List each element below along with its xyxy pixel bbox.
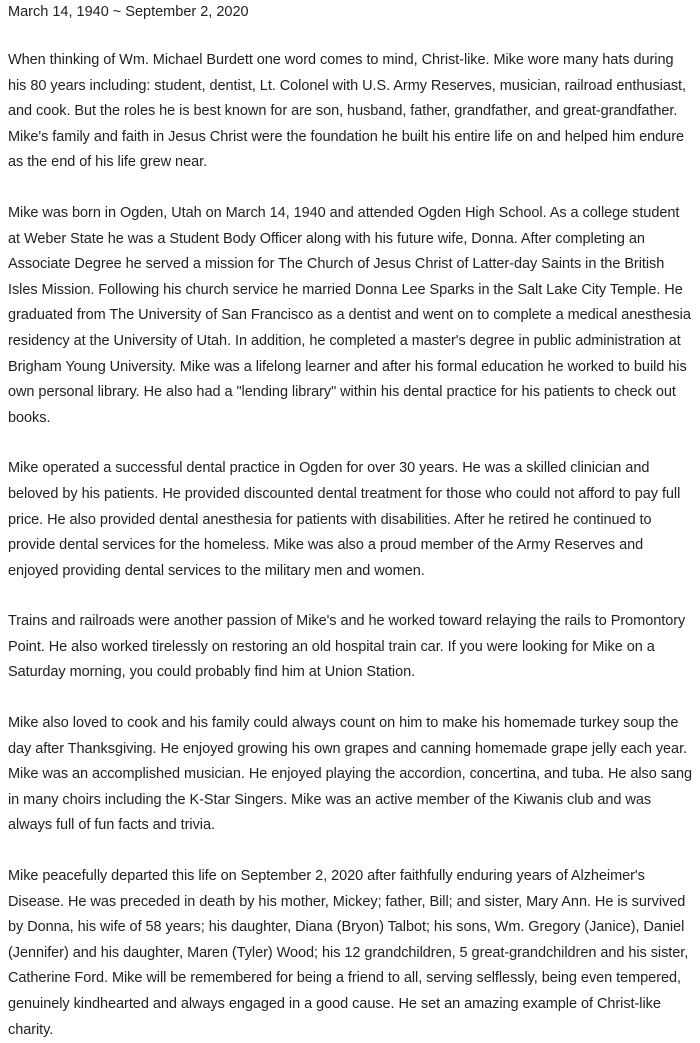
paragraph-trains-railroads: Trains and railroads were another passion of Mike's and he worked toward relaying the rails to Promontory Point. He also worked tirelessly on restoring an old hospital train car. If you were looking for Mike on a Saturday morning, you could probably find him at Union Station. bbox=[8, 613, 686, 681]
paragraph-introduction: When thinking of Wm. Michael Burdett one word comes to mind, Christ-like. Mike wore many hats during his 80 years including: student, dentist, Lt. Colonel with U.S. Army Reserves, musician, railroad enthusiast, and cook. But the roles he is best known for are son, husband, father, grandfather, and great-grandfather. Mike's family and faith in Jesus Christ were the foundation he built his entire life on and helped him endure as the end of his life grew near. bbox=[8, 52, 686, 171]
paragraph-dental-career: Mike operated a successful dental practice in Ogden for over 30 years. He was a skilled clinician and beloved by his patients. He provided discounted dental treatment for those who could not afford to pay full price. He also provided dental anesthesia for patients with disabilities. After he retired he continued to provide dental services for the homeless. Mike was also a proud member of the Army Reserves and enjoyed providing dental services to the military men and women. bbox=[8, 460, 681, 579]
paragraph-passing-survivors: Mike peacefully departed this life on September 2, 2020 after faithfully enduring years of Alzheimer's Disease. He was preceded in death by his mother, Mickey; father, Bill; and sister, Mary Ann. He is survived by Donna, his wife of 58 years; his daughter, Diana (Bryon) Talbot; his sons, Wm. Gregory (Janice), Daniel (Jennifer) and his daughter, Maren (Tyler) Wood; his 12 grandchildren, 5 great-grandchildren and his sister, Catherine Ford. Mike will be remembered for being a friend to all, serving selflessly, being even tempered, genuinely kindhearted and always engaged in a good cause. He set an amazing example of Christ-like charity. bbox=[8, 868, 689, 1038]
paragraph-early-life-education: Mike was born in Ogden, Utah on March 14, 1940 and attended Ogden High School. As a college student at Weber State he was a Student Body Officer along with his future wife, Donna. After completing an Associate Degree he served a mission for The Church of Jesus Christ of Latter-day Saints in the British Isles Mission. Following his church service he married Donna Lee Sparks in the Salt Lake City Temple. He graduated from The University of San Francisco as a dentist and went on to complete a medical anesthesia residency at the University of Utah. In addition, he completed a master's degree in public administration at Brigham Young University. Mike was a lifelong learner and after his formal education he worked to build his own personal library. He also had a "lending library" within his dental practice for his patients to check out books. bbox=[8, 204, 691, 426]
paragraph-hobbies: Mike also loved to cook and his family could always count on him to make his homemade turkey soup the day after Thanksgiving. He enjoyed growing his own grapes and canning homemade grape jelly each year. Mike was an accomplished musician. He enjoyed playing the accordion, concertina, and tuba. He also sang in many choirs including the K-Star Singers. Mike was an active member of the Kiwanis club and was always full of fun facts and trivia. bbox=[8, 715, 692, 834]
life-dates: March 14, 1940 ~ September 2, 2020 bbox=[8, 4, 249, 20]
